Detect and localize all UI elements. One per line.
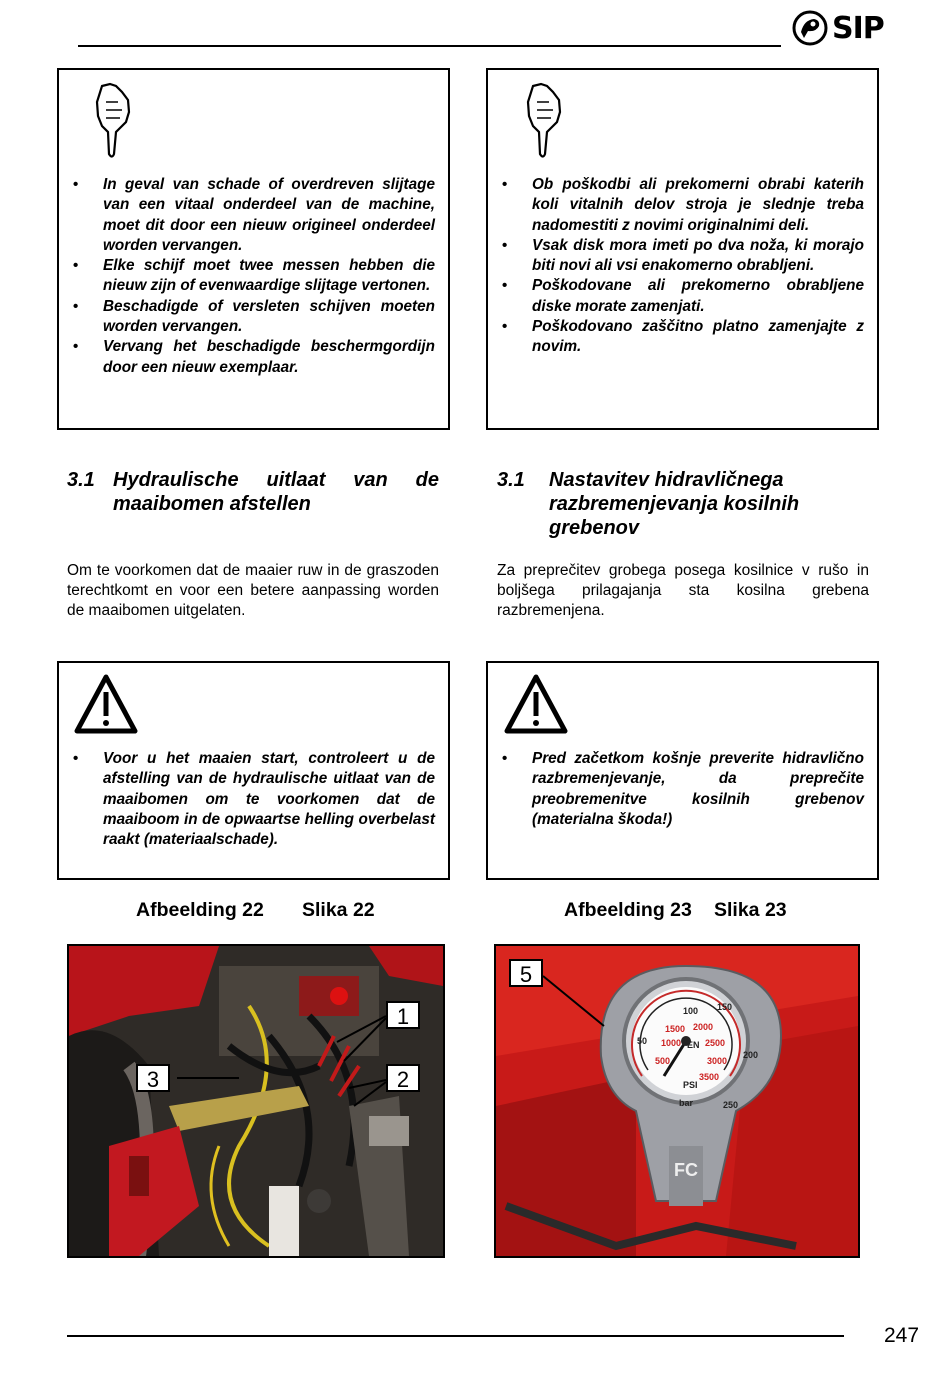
callout-2: 2 <box>386 1064 420 1092</box>
gauge-label: 1000 <box>661 1038 682 1048</box>
list-item: • Poškodovane ali prekomerno obrabljene diske morate zamenjati. <box>488 276 864 317</box>
warning-triangle-icon <box>74 674 138 734</box>
figure-23-caption-nl: Afbeelding 23 <box>564 899 692 921</box>
header-rule <box>78 45 781 47</box>
list-item: • Vsak disk mora imeti po dva noža, ki morajo biti novi ali vsi enakomerno obrabljeni. <box>488 236 864 277</box>
figure-22-caption-nl: Afbeelding 22 <box>136 899 264 921</box>
list-item: • Voor u het maaien start, controleert u de afstelling van de hydraulische uitlaat van de maaibomen om te voorkomen dat de maaiboom in de opwaartse helling overbelast raakt (materiaalschade). <box>59 749 435 850</box>
pressure-gauge-illustration <box>496 946 858 1256</box>
list-item: • Ob poškodbi ali prekomerni obrabi katerih koli vitalnih delov stroja je slednje treba nadomestiti z novimi originalnimi deli. <box>488 175 864 236</box>
sl-note-box <box>486 68 879 430</box>
sl-section-title <box>497 468 869 548</box>
figure-23-photo <box>494 944 860 1258</box>
sip-emblem-icon <box>792 10 828 46</box>
footer-rule <box>67 1335 844 1337</box>
list-item: • In geval van schade of overdreven slijtage van een vitaal onderdeel van de machine, moet dit door een nieuw origineel onderdeel worden vervangen. <box>59 175 435 256</box>
nl-section-body: Om te voorkomen dat de maaier ruw in de graszoden terechtkomt en voor een betere aanpassing worden de maaibomen uitgelaten. <box>67 562 439 619</box>
sl-section-body: Za preprečitev grobega posega kosilnice v rušo in boljšega prilagajanja sta kosilna grebena razbremenjena. <box>497 562 869 619</box>
list-item: • Poškodovano zaščitno platno zamenjajte z novim. <box>488 317 864 358</box>
nl-note-box <box>57 68 450 430</box>
nl-note-list <box>59 175 435 378</box>
list-item: • Beschadigde of versleten schijven moeten worden vervangen. <box>59 297 435 338</box>
sip-logo <box>792 8 902 48</box>
callout-3: 3 <box>136 1064 170 1092</box>
logo-text: SIP <box>832 10 884 46</box>
gauge-label: 150 <box>717 1002 733 1012</box>
gauge-label: 500 <box>655 1056 671 1066</box>
figure-23-caption-sl: Slika 23 <box>714 899 787 921</box>
pointing-hand-icon <box>92 82 132 160</box>
gauge-label: 2000 <box>693 1022 714 1032</box>
list-item: • Vervang het beschadigde beschermgordijn door een nieuw exemplaar. <box>59 337 435 378</box>
gauge-label: 3500 <box>699 1072 720 1082</box>
section-title-line: maaibomen afstellen <box>113 493 311 515</box>
gauge-label: 100 <box>683 1006 699 1016</box>
section-title-line: Nastavitev hidravličnega <box>549 469 784 491</box>
gauge-label: 250 <box>723 1100 739 1110</box>
gauge-label: PSI <box>683 1080 698 1090</box>
callout-1: 1 <box>386 1001 420 1029</box>
gauge-label: 2500 <box>705 1038 726 1048</box>
gauge-label: 3000 <box>707 1056 728 1066</box>
sl-note-list <box>488 175 864 358</box>
list-item: • Pred začetkom košnje preverite hidravlično razbremenjevanje, da preprečite preobremenitve kosilnih grebenov (materialna škoda!) <box>488 749 864 830</box>
section-number: 3.1 <box>67 469 95 491</box>
gauge-label: bar <box>679 1098 694 1108</box>
gauge-brand-text: FC <box>674 1160 698 1180</box>
gauge-label: 50 <box>637 1036 648 1046</box>
page-number: 247 <box>884 1324 920 1347</box>
nl-warning-box <box>57 661 450 880</box>
section-title-line: Hydraulische uitlaat van de <box>113 469 439 491</box>
gauge-label: EN <box>687 1040 700 1050</box>
list-item: • Elke schijf moet twee messen hebben die nieuw zijn of evenwaardige slijtage vertonen. <box>59 256 435 297</box>
section-title-line: grebenov <box>549 517 640 539</box>
sl-warning-list <box>488 749 864 830</box>
tractor-hydraulics-illustration <box>69 946 443 1256</box>
gauge-label: 200 <box>743 1050 759 1060</box>
warning-triangle-icon <box>504 674 568 734</box>
figure-22-photo <box>67 944 445 1258</box>
sl-warning-box <box>486 661 879 880</box>
callout-5: 5 <box>509 959 543 987</box>
pointing-hand-icon <box>523 82 563 160</box>
nl-warning-list <box>59 749 435 850</box>
nl-section-title <box>67 468 439 528</box>
gauge-label: 1500 <box>665 1024 686 1034</box>
section-number: 3.1 <box>497 469 525 491</box>
figure-22-caption-sl: Slika 22 <box>302 899 375 921</box>
section-title-line: razbremenjevanja kosilnih <box>549 493 800 515</box>
